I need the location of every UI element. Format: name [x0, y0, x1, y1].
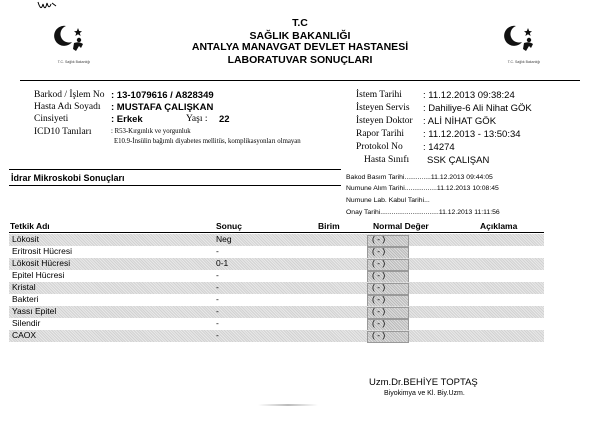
- table-row: [9, 234, 544, 246]
- table-row: [9, 306, 544, 318]
- protocol-value: : 14274: [423, 142, 455, 153]
- test-name: Eritrosit Hücresi: [12, 246, 72, 256]
- date-label: Bakod Basım Tarihi: [346, 174, 405, 181]
- section-title-underline: [9, 185, 341, 186]
- section-title: İdrar Mikroskobi Sonuçları: [11, 173, 125, 183]
- test-name: Epitel Hücresi: [12, 270, 65, 280]
- col-test-name: Tetkik Adı: [10, 221, 50, 231]
- col-result: Sonuç: [216, 221, 242, 231]
- normal-range: ( - ): [372, 282, 386, 292]
- normal-range: ( - ): [372, 246, 386, 256]
- lab-acceptance-date: Numune Lab. Kabul Tarihi...: [346, 197, 430, 204]
- service-label: İsteyen Servis: [356, 103, 410, 113]
- doctor-label: İsteyen Doktor: [356, 116, 413, 126]
- doctor-value: : ALİ NİHAT GÖK: [423, 116, 497, 127]
- normal-range: ( - ): [372, 270, 386, 280]
- test-name: CAOX: [12, 330, 37, 340]
- test-name: Lökosit: [12, 234, 39, 244]
- test-name: Bakteri: [12, 294, 39, 304]
- request-date-value: : 11.12.2013 09:38:24: [423, 90, 515, 101]
- right-logo-caption: T.C. Sağlık Bakanlığı: [507, 60, 541, 64]
- patient-class-label: Hasta Sınıfı: [364, 155, 410, 165]
- barcode-print-date: Bakod Basım Tarihi..............11.12.2013 09:44:05: [346, 174, 493, 181]
- icd-label: ICD10 Tanıları: [34, 127, 92, 137]
- date-label: Onay Tarihi: [346, 209, 381, 216]
- header-ministry: SAĞLIK BAKANLIĞI: [249, 30, 351, 42]
- col-unit: Birim: [318, 221, 340, 231]
- patient-name-label: Hasta Adı Soyadı: [34, 102, 101, 112]
- signature-title: Biyokimya ve Kl. Biy.Uzm.: [384, 390, 465, 397]
- result-value: -: [216, 306, 219, 316]
- header-report-title: LABORATUVAR SONUÇLARI: [227, 54, 373, 66]
- scan-smudge: [258, 404, 318, 406]
- service-value: : Dahiliye-6 Ali Nihat GÖK: [423, 103, 532, 114]
- sample-collection-date: Numune Alım Tarihi.................11.12.2013 10:08:45: [346, 185, 499, 192]
- test-name: Silendir: [12, 318, 41, 328]
- result-value: -: [216, 270, 219, 280]
- table-header-divider: [9, 232, 544, 233]
- result-value: -: [216, 294, 219, 304]
- table-row: [9, 282, 544, 294]
- normal-range: ( - ): [372, 306, 386, 316]
- approval-date: Onay Tarihi...............................11.12.2013 11:11:56: [346, 209, 500, 216]
- icd-diagnosis-1: : R53-Kırgınlık ve yorgunluk: [111, 128, 191, 135]
- normal-range: ( - ): [372, 318, 386, 328]
- report-date-value: : 11.12.2013 - 13:50:34: [423, 129, 521, 140]
- table-row: [9, 246, 544, 258]
- table-row: [9, 318, 544, 330]
- header-divider: [20, 80, 580, 81]
- patient-name-value: : MUSTAFA ÇALIŞKAN: [111, 102, 214, 113]
- test-name: Lökosit Hücresi: [12, 258, 71, 268]
- table-row: [9, 294, 544, 306]
- protocol-label: Protokol No: [356, 142, 403, 152]
- result-value: -: [216, 246, 219, 256]
- normal-range: ( - ): [372, 294, 386, 304]
- ministry-logo-left: [52, 18, 96, 70]
- date-value: 11.12.2013 09:44:05: [430, 174, 493, 181]
- normal-range: ( - ): [372, 234, 386, 244]
- report-date-label: Rapor Tarihi: [356, 129, 404, 139]
- date-label: Numune Alım Tarihi: [346, 185, 405, 192]
- icd-diagnosis-2: E10.9-İnsülin bağımlı diyabetes mellitüs, komplikasyonları olmayan: [114, 138, 301, 145]
- table-row: [9, 258, 544, 270]
- gender-value: : Erkek: [111, 114, 143, 125]
- request-date-label: İstem Tarihi: [356, 90, 402, 100]
- normal-range: ( - ): [372, 330, 386, 340]
- header-hospital: ANTALYA MANAVGAT DEVLET HASTANESİ: [191, 41, 409, 53]
- result-value: -: [216, 282, 219, 292]
- result-value: -: [216, 330, 219, 340]
- date-value: 11.12.2013 10:08:45: [436, 185, 499, 192]
- patient-class-value: SSK ÇALIŞAN: [427, 155, 490, 166]
- left-logo-caption: T.C. Sağlık Bakanlığı: [57, 60, 91, 64]
- gender-label: Cinsiyeti: [34, 114, 69, 124]
- signature-name: Uzm.Dr.BEHİYE TOPTAŞ: [369, 377, 478, 388]
- table-row: [9, 330, 544, 342]
- col-note: Açıklama: [480, 221, 518, 231]
- test-name: Yassı Epitel: [12, 306, 57, 316]
- col-normal-value: Normal Değer: [373, 221, 429, 231]
- age-value: 22: [219, 114, 230, 125]
- barkod-label: Barkod / İşlem No: [34, 90, 105, 100]
- header-tc: T.C: [292, 17, 308, 29]
- section-top-divider: [9, 169, 341, 170]
- date-label: Numune Lab. Kabul Tarihi: [346, 197, 425, 204]
- age-label: Yaşı :: [186, 114, 208, 124]
- barkod-value: : 13-1079616 / A828349: [111, 90, 214, 101]
- result-value: Neg: [216, 234, 232, 244]
- result-value: -: [216, 318, 219, 328]
- date-value: 11.12.2013 11:11:56: [438, 209, 500, 216]
- result-value: 0-1: [216, 258, 229, 268]
- scribble-mark: [36, 0, 60, 14]
- ministry-logo-right: [502, 18, 546, 70]
- table-row: [9, 270, 544, 282]
- normal-range: ( - ): [372, 258, 386, 268]
- test-name: Kristal: [12, 282, 36, 292]
